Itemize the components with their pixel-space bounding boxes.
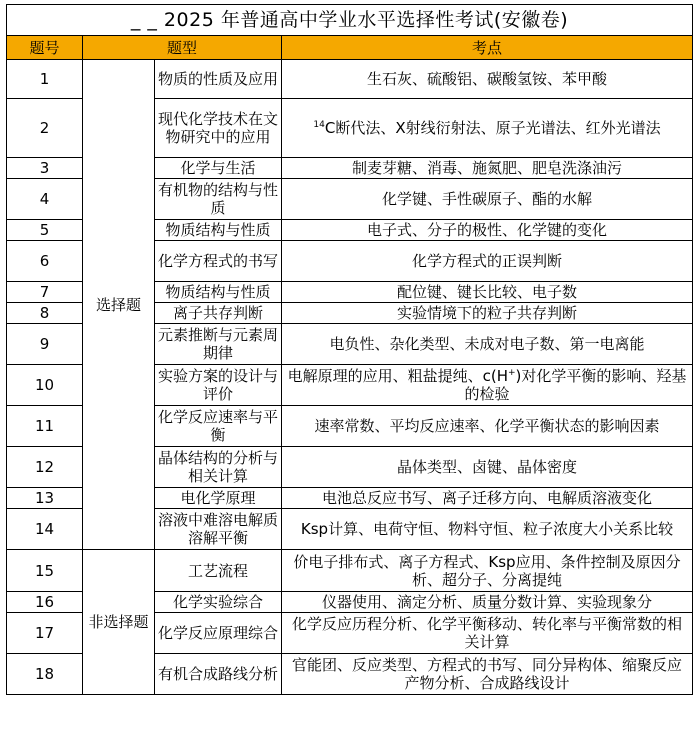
header-number: 题号 bbox=[7, 36, 83, 60]
row-points: 电子式、分子的极性、化学键的变化 bbox=[282, 220, 693, 241]
row-topic: 元素推断与元素周期律 bbox=[155, 324, 282, 365]
row-points: 官能团、反应类型、方程式的书写、同分异构体、缩聚反应产物分析、合成路线设计 bbox=[282, 654, 693, 695]
row-points: 速率常数、平均反应速率、化学平衡状态的影响因素 bbox=[282, 406, 693, 447]
row-points: 电负性、杂化类型、未成对电子数、第一电离能 bbox=[282, 324, 693, 365]
row-points: 价电子排布式、离子方程式、Ksp应用、条件控制及原因分析、超分子、分离提纯 bbox=[282, 550, 693, 592]
row-number: 2 bbox=[7, 99, 83, 158]
row-number: 17 bbox=[7, 613, 83, 654]
category-choice: 选择题 bbox=[83, 60, 155, 550]
row-number: 7 bbox=[7, 282, 83, 303]
row-number: 12 bbox=[7, 447, 83, 488]
table-row bbox=[7, 550, 693, 592]
row-number: 6 bbox=[7, 241, 83, 282]
row-topic: 晶体结构的分析与相关计算 bbox=[155, 447, 282, 488]
row-number: 11 bbox=[7, 406, 83, 447]
row-number: 16 bbox=[7, 592, 83, 613]
row-topic: 溶液中难溶电解质溶解平衡 bbox=[155, 509, 282, 550]
row-topic: 现代化学技术在文物研究中的应用 bbox=[155, 99, 282, 158]
row-topic: 化学反应速率与平衡 bbox=[155, 406, 282, 447]
row-topic: 实验方案的设计与评价 bbox=[155, 365, 282, 406]
row-number: 3 bbox=[7, 158, 83, 179]
row-topic: 物质的性质及应用 bbox=[155, 60, 282, 99]
row-number: 4 bbox=[7, 179, 83, 220]
row-points: 晶体类型、卤键、晶体密度 bbox=[282, 447, 693, 488]
row-number: 14 bbox=[7, 509, 83, 550]
row-points: 生石灰、硫酸铝、碳酸氢铵、苯甲酸 bbox=[282, 60, 693, 99]
row-topic: 有机物的结构与性质 bbox=[155, 179, 282, 220]
header-type: 题型 bbox=[83, 36, 282, 60]
row-points: 实验情境下的粒子共存判断 bbox=[282, 303, 693, 324]
row-number: 13 bbox=[7, 488, 83, 509]
row-points: 制麦芽糖、消毒、施氮肥、肥皂洗涤油污 bbox=[282, 158, 693, 179]
category-non-choice: 非选择题 bbox=[83, 550, 155, 695]
row-topic: 工艺流程 bbox=[155, 550, 282, 592]
row-points-text-a: 电解原理的应用、粗盐提纯、c(H bbox=[287, 367, 508, 385]
row-topic: 物质结构与性质 bbox=[155, 220, 282, 241]
row-points: 电池总反应书写、离子迁移方向、电解质溶液变化 bbox=[282, 488, 693, 509]
row-topic: 化学与生活 bbox=[155, 158, 282, 179]
row-points: 配位键、键长比较、电子数 bbox=[282, 282, 693, 303]
row-points: 化学方程式的正误判断 bbox=[282, 241, 693, 282]
row-points: 化学键、手性碳原子、酯的水解 bbox=[282, 179, 693, 220]
row-points-text-b: )对化学平衡的影响、羟基的检验 bbox=[464, 367, 687, 403]
charge-superscript: + bbox=[507, 368, 516, 378]
row-number: 8 bbox=[7, 303, 83, 324]
row-points bbox=[282, 99, 693, 158]
row-number: 15 bbox=[7, 550, 83, 592]
row-points: 化学反应历程分析、化学平衡移动、转化率与平衡常数的相关计算 bbox=[282, 613, 693, 654]
table-row bbox=[7, 60, 693, 99]
row-points-text: C断代法、X射线衍射法、原子光谱法、红外光谱法 bbox=[324, 119, 661, 137]
table-title: _ _ 2025 年普通高中学业水平选择性考试(安徽卷) bbox=[7, 5, 693, 36]
row-topic: 化学方程式的书写 bbox=[155, 241, 282, 282]
row-points bbox=[282, 365, 693, 406]
row-topic: 化学反应原理综合 bbox=[155, 613, 282, 654]
exam-points-table bbox=[6, 4, 693, 695]
header-row bbox=[7, 36, 693, 60]
row-topic: 化学实验综合 bbox=[155, 592, 282, 613]
row-number: 5 bbox=[7, 220, 83, 241]
row-topic: 物质结构与性质 bbox=[155, 282, 282, 303]
row-number: 1 bbox=[7, 60, 83, 99]
row-number: 9 bbox=[7, 324, 83, 365]
row-number: 10 bbox=[7, 365, 83, 406]
row-topic: 离子共存判断 bbox=[155, 303, 282, 324]
header-points: 考点 bbox=[282, 36, 693, 60]
title-row bbox=[7, 5, 693, 36]
row-points: 仪器使用、滴定分析、质量分数计算、实验现象分 bbox=[282, 592, 693, 613]
isotope-mass-number: 14 bbox=[313, 120, 325, 130]
row-topic: 有机合成路线分析 bbox=[155, 654, 282, 695]
row-points: Ksp计算、电荷守恒、物料守恒、粒子浓度大小关系比较 bbox=[282, 509, 693, 550]
row-number: 18 bbox=[7, 654, 83, 695]
row-topic: 电化学原理 bbox=[155, 488, 282, 509]
